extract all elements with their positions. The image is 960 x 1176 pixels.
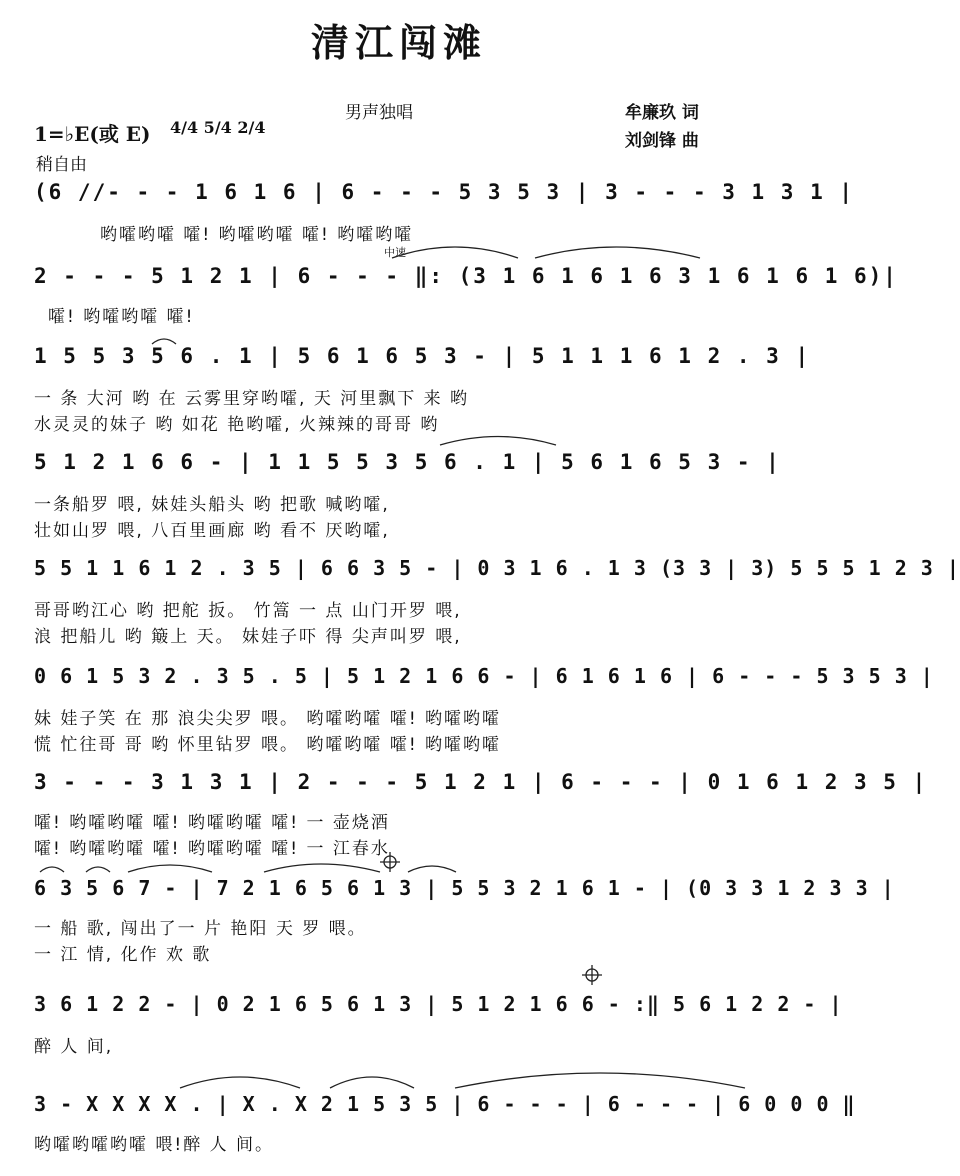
lyric-row-7-line-2: 嚯! 哟嚯哟嚯 嚯! 哟嚯哟嚯 嚯! 一 江春水 (34, 839, 390, 859)
lyric-row-8-line-1: 一 船 歌, 闯出了一 片 艳阳 天 罗 喂。 (34, 919, 367, 939)
slur-arc (86, 867, 110, 872)
notation-row-3: 1 5 5 3 5 6 . 1 | 5 6 1 6 5 3 - | 5 1 1 1 6 1 2 . 3 | (34, 344, 811, 368)
notation-row-6: 0 6 1 5 3 2 . 3 5 . 5 | 5 1 2 1 6 6 - | 6 1 6 1 6 | 6 - - - 5 3 5 3 | (34, 664, 934, 688)
notation-row-5: 5 5 1 1 6 1 2 . 3 5 | 6 6 3 5 - | 0 3 1 6 . 1 3 (3 3 | 3) 5 5 5 1 2 3 | (34, 556, 960, 580)
notation-row-9: 3 6 1 2 2 - | 0 2 1 6 5 6 1 3 | 5 1 2 1 6 6 - :‖ 5 6 1 2 2 - | (34, 992, 843, 1016)
tempo-mid: 中速 (384, 246, 406, 259)
notation-row-2: 2 - - - 5 1 2 1 | 6 - - - ‖: (3 1 6 1 6 1 6 3 1 6 1 6 1 6)| (34, 264, 898, 288)
key-signature: 1=♭E(或 E) (34, 122, 151, 146)
slur-arc (455, 1073, 745, 1088)
page-title: 清江闯滩 (310, 21, 487, 65)
notation-row-4: 5 1 2 1 6 6 - | 1 1 5 5 3 5 6 . 1 | 5 6 1 6 5 3 - | (34, 450, 781, 474)
notation-row-10: 3 - X X X X . | X . X 2 1 5 3 5 | 6 - - - | 6 - - - | 6 0 0 0 ‖ (34, 1092, 856, 1116)
lyric-row-7-line-1: 嚯! 哟嚯哟嚯 嚯! 哟嚯哟嚯 嚯! 一 壶烧酒 (34, 813, 390, 833)
slur-arc (408, 866, 456, 872)
slur-arc (392, 247, 518, 258)
lyric-row-2-line-1: 嚯! 哟嚯哟嚯 嚯! (48, 307, 195, 327)
lyric-row-1-line-1: 哟嚯哟嚯 嚯! 哟嚯哟嚯 嚯! 哟嚯哟嚯 (100, 225, 414, 245)
notation-row-1: (6 //- - - 1 6 1 6 | 6 - - - 5 3 5 3 | 3 - - - 3 1 3 1 | (34, 180, 855, 204)
slur-arc (152, 339, 176, 344)
lyric-row-3-line-2: 水灵灵的妹子 哟 如花 艳哟嚯, 火辣辣的哥哥 哟 (34, 415, 440, 435)
lyric-row-5-line-2: 浪 把船儿 哟 簸上 天。 妹娃子吓 得 尖声叫罗 喂, (34, 627, 462, 647)
lyric-row-6-line-2: 慌 忙往哥 哥 哟 怀里钻罗 喂。 哟嚯哟嚯 嚯! 哟嚯哟嚯 (34, 735, 502, 755)
lyric-row-6-line-1: 妹 娃子笑 在 那 浪尖尖罗 喂。 哟嚯哟嚯 嚯! 哟嚯哟嚯 (34, 709, 502, 729)
lyric-row-8-line-2: 一 江 情, 化作 欢 歌 (34, 945, 212, 965)
slur-arc (330, 1077, 414, 1088)
composer-credit: 刘剑锋 曲 (625, 131, 699, 151)
lyric-row-3-line-1: 一 条 大河 哟 在 云雾里穿哟嚯, 天 河里飘下 来 哟 (34, 389, 470, 409)
lyric-row-5-line-1: 哥哥哟江心 哟 把舵 扳。 竹篙 一 点 山门开罗 喂, (34, 601, 462, 621)
performance-type: 男声独唱 (345, 103, 413, 123)
slur-arc (40, 867, 64, 872)
tempo-intro: 稍自由 (36, 155, 87, 175)
lyric-row-9-line-1: 醉 人 间, (34, 1037, 114, 1057)
slur-arc (535, 247, 700, 258)
slur-arc (180, 1077, 300, 1088)
slur-arc (440, 437, 556, 446)
notation-row-8: 6 3 5 6 7 - | 7 2 1 6 5 6 1 3 | 5 5 3 2 1 6 1 - | (0 3 3 1 2 3 3 | (34, 876, 895, 900)
notation-row-7: 3 - - - 3 1 3 1 | 2 - - - 5 1 2 1 | 6 - - - | 0 1 6 1 2 3 5 | (34, 770, 928, 794)
lyric-row-4-line-1: 一条船罗 喂, 妹娃头船头 哟 把歌 喊哟嚯, (34, 495, 390, 515)
segno-icon (380, 852, 602, 985)
slur-arc (264, 864, 380, 872)
time-signatures: 4/4 5/4 2/4 (170, 118, 266, 137)
lyricist-credit: 牟廉玖 词 (625, 103, 699, 123)
slur-arc (128, 865, 212, 872)
lyric-row-4-line-2: 壮如山罗 喂, 八百里画廊 哟 看不 厌哟嚯, (34, 521, 390, 541)
lyric-row-10-line-1: 哟嚯哟嚯哟嚯 喂!醉 人 间。 (34, 1135, 275, 1155)
